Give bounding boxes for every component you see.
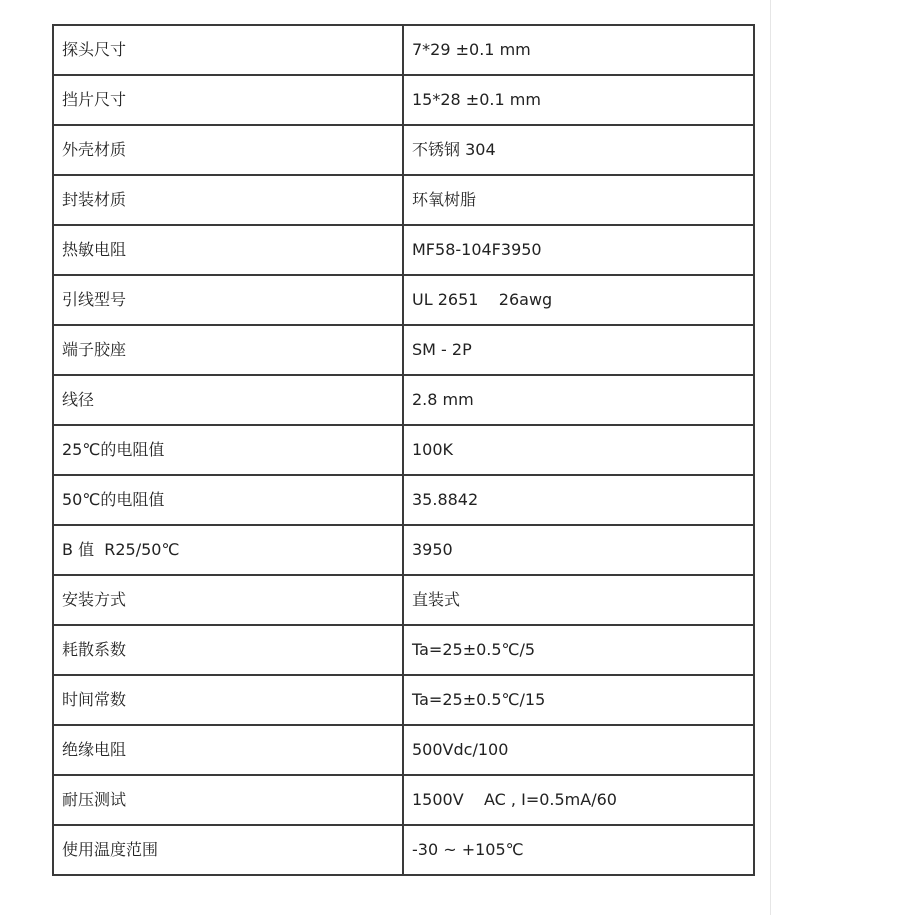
- spec-value: UL 2651 26awg: [403, 275, 754, 325]
- table-row: [53, 575, 754, 625]
- spec-value: 2.8 mm: [403, 375, 754, 425]
- table-row: [53, 725, 754, 775]
- spec-table: [52, 24, 755, 876]
- spec-label: 25℃的电阻值: [53, 425, 403, 475]
- spec-label: 外壳材质: [53, 125, 403, 175]
- spec-label: 时间常数: [53, 675, 403, 725]
- spec-value: Ta=25±0.5℃/15: [403, 675, 754, 725]
- table-row: [53, 475, 754, 525]
- table-row: [53, 25, 754, 75]
- spec-label: 安装方式: [53, 575, 403, 625]
- page-divider: [770, 0, 771, 915]
- table-row: [53, 275, 754, 325]
- table-row: [53, 425, 754, 475]
- spec-label: 绝缘电阻: [53, 725, 403, 775]
- spec-value: 100K: [403, 425, 754, 475]
- spec-label: 挡片尺寸: [53, 75, 403, 125]
- spec-value: Ta=25±0.5℃/5: [403, 625, 754, 675]
- table-row: [53, 75, 754, 125]
- table-row: [53, 225, 754, 275]
- spec-value: 直装式: [403, 575, 754, 625]
- table-row: [53, 525, 754, 575]
- table-row: [53, 675, 754, 725]
- spec-value: MF58-104F3950: [403, 225, 754, 275]
- spec-value: SM - 2P: [403, 325, 754, 375]
- spec-value: 3950: [403, 525, 754, 575]
- table-row: [53, 375, 754, 425]
- spec-label: 50℃的电阻值: [53, 475, 403, 525]
- spec-label: 线径: [53, 375, 403, 425]
- spec-label: 封装材质: [53, 175, 403, 225]
- table-row: [53, 325, 754, 375]
- table-row: [53, 825, 754, 875]
- table-row: [53, 625, 754, 675]
- spec-label: 热敏电阻: [53, 225, 403, 275]
- spec-value: 15*28 ±0.1 mm: [403, 75, 754, 125]
- spec-label: 耐压测试: [53, 775, 403, 825]
- table-row: [53, 125, 754, 175]
- spec-value: 1500V AC , I=0.5mA/60: [403, 775, 754, 825]
- spec-value: -30 ~ +105℃: [403, 825, 754, 875]
- table-row: [53, 175, 754, 225]
- spec-value: 环氧树脂: [403, 175, 754, 225]
- spec-value: 35.8842: [403, 475, 754, 525]
- spec-value: 500Vdc/100: [403, 725, 754, 775]
- spec-label: 探头尺寸: [53, 25, 403, 75]
- spec-label: 使用温度范围: [53, 825, 403, 875]
- spec-value: 不锈钢 304: [403, 125, 754, 175]
- spec-label: 耗散系数: [53, 625, 403, 675]
- spec-label: 端子胶座: [53, 325, 403, 375]
- spec-value: 7*29 ±0.1 mm: [403, 25, 754, 75]
- table-row: [53, 775, 754, 825]
- spec-label: 引线型号: [53, 275, 403, 325]
- spec-label: B 值 R25/50℃: [53, 525, 403, 575]
